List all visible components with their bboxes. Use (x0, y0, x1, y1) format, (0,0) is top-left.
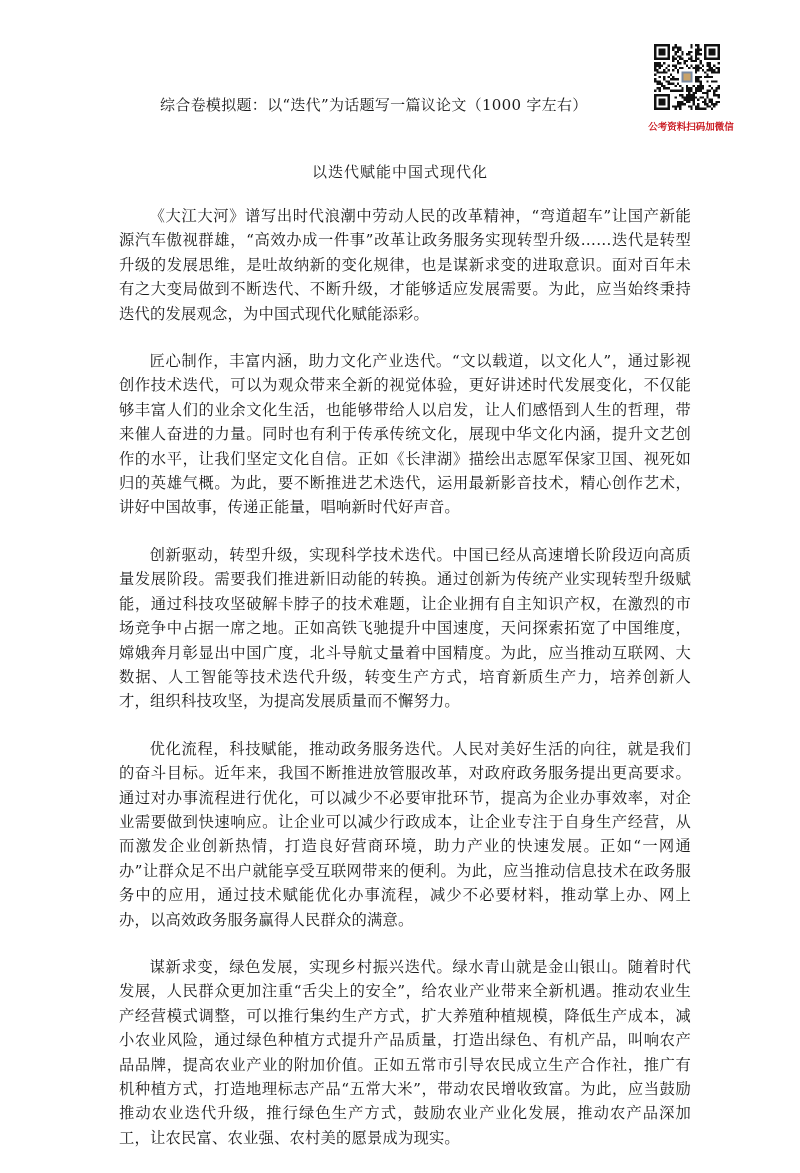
qr-caption: 公考资料扫码加微信 (648, 122, 734, 133)
essay-paragraph: 谋新求变，绿色发展，实现乡村振兴迭代。绿水青山就是金山银山。随着时代发展，人民群众更加注重“舌尖上的安全”，给农业产业带来全新机遇。推动农业生产经营模式调整，可以推行集约生产方式，扩大养殖种植规模，降低生产成本，减小农业风险，通过绿色种植方式提升产品质量，打造出绿色、有机产品，叫响农产品品牌，提高农业产业的附加价值。正如五常市引导农民成立生产合作社，推广有机种植方式，打造地理标志产品“五常大米”，带动农民增收致富。为此，应当鼓励推动农业迭代升级，推行绿色生产方式，鼓励农业产业化发展，推动农产品深加工，让农民富、农业强、农村美的愿景成为现实。 (119, 957, 691, 1147)
essay-paragraph: 创新驱动，转型升级，实现科学技术迭代。中国已经从高速增长阶段迈向高质量发展阶段。需要我们推进新旧动能的转换。通过创新为传统产业实现转型升级赋能，通过科技攻坚破解卡脖子的技术难题，让企业拥有自主知识产权，在激烈的市场竞争中占据一席之地。正如高铁飞驰提升中国速度，天问探索拓宽了中国维度，嫦娥奔月彰显出中国广度，北斗导航丈量着中国精度。为此，应当推动互联网、大数据、人工智能等技术迭代升级，转变生产方式，培育新质生产力，培养创新人才，组织科技攻坚，为提高发展质量而不懈努力。 (119, 545, 691, 711)
essay-body (119, 204, 691, 1173)
essay-paragraph: 优化流程，科技赋能，推动政务服务迭代。人民对美好生活的向往，就是我们的奋斗目标。近年来，我国不断推进放管服改革，对政府政务服务提出更高要求。通过对办事流程进行优化，可以减少不必要审批环节，提高为企业办事效率，对企业需要做到快速响应。让企业可以减少行政成本，让企业专注于自身生产经营，从而激发企业创新热情，打造良好营商环境，助力产业的快速发展。正如“一网通办”让群众足不出户就能享受互联网带来的便利。为此，应当推动信息技术在政务服务中的应用，通过技术赋能优化办事流程，减少不必要材料，推动掌上办、网上办，以高效政务服务赢得人民群众的满意。 (119, 739, 691, 929)
essay-paragraph: 《大江大河》谱写出时代浪潮中劳动人民的改革精神，“弯道超车”让国产新能源汽车傲视群雄，“高效办成一件事”改革让政务服务实现转型升级……迭代是转型升级的发展思维，是吐故纳新的变化规律，也是谋新求变的进取意识。面对百年未有之大变局做到不断迭代、不断升级，才能够适应发展需要。为此，应当始终秉持迭代的发展观念，为中国式现代化赋能添彩。 (119, 207, 691, 323)
essay-paragraph: 匠心制作，丰富内涵，助力文化产业迭代。“文以载道，以文化人”，通过影视创作技术迭代，可以为观众带来全新的视觉体验，更好讲述时代发展变化，不仅能够丰富人们的业余文化生活，也能够带给人以启发，让人们感悟到人生的哲理，带来催人奋进的力量。同时也有利于传承传统文化，展现中华文化内涵，提升文艺创作的水平，让我们坚定文化自信。正如《长津湖》描绘出志愿军保家卫国、视死如归的英雄气概。为此，要不断推进艺术迭代，运用最新影音技术，精心创作艺术，讲好中国故事，传递正能量，唱响新时代好声音。 (119, 352, 691, 517)
essay-title: 以迭代赋能中国式现代化 (311, 163, 488, 181)
qr-code-icon (654, 44, 720, 110)
qr-code (654, 44, 720, 110)
exam-question-title: 综合卷模拟题：以“迭代”为话题写一篇议论文（1000 字左右） (160, 96, 588, 114)
